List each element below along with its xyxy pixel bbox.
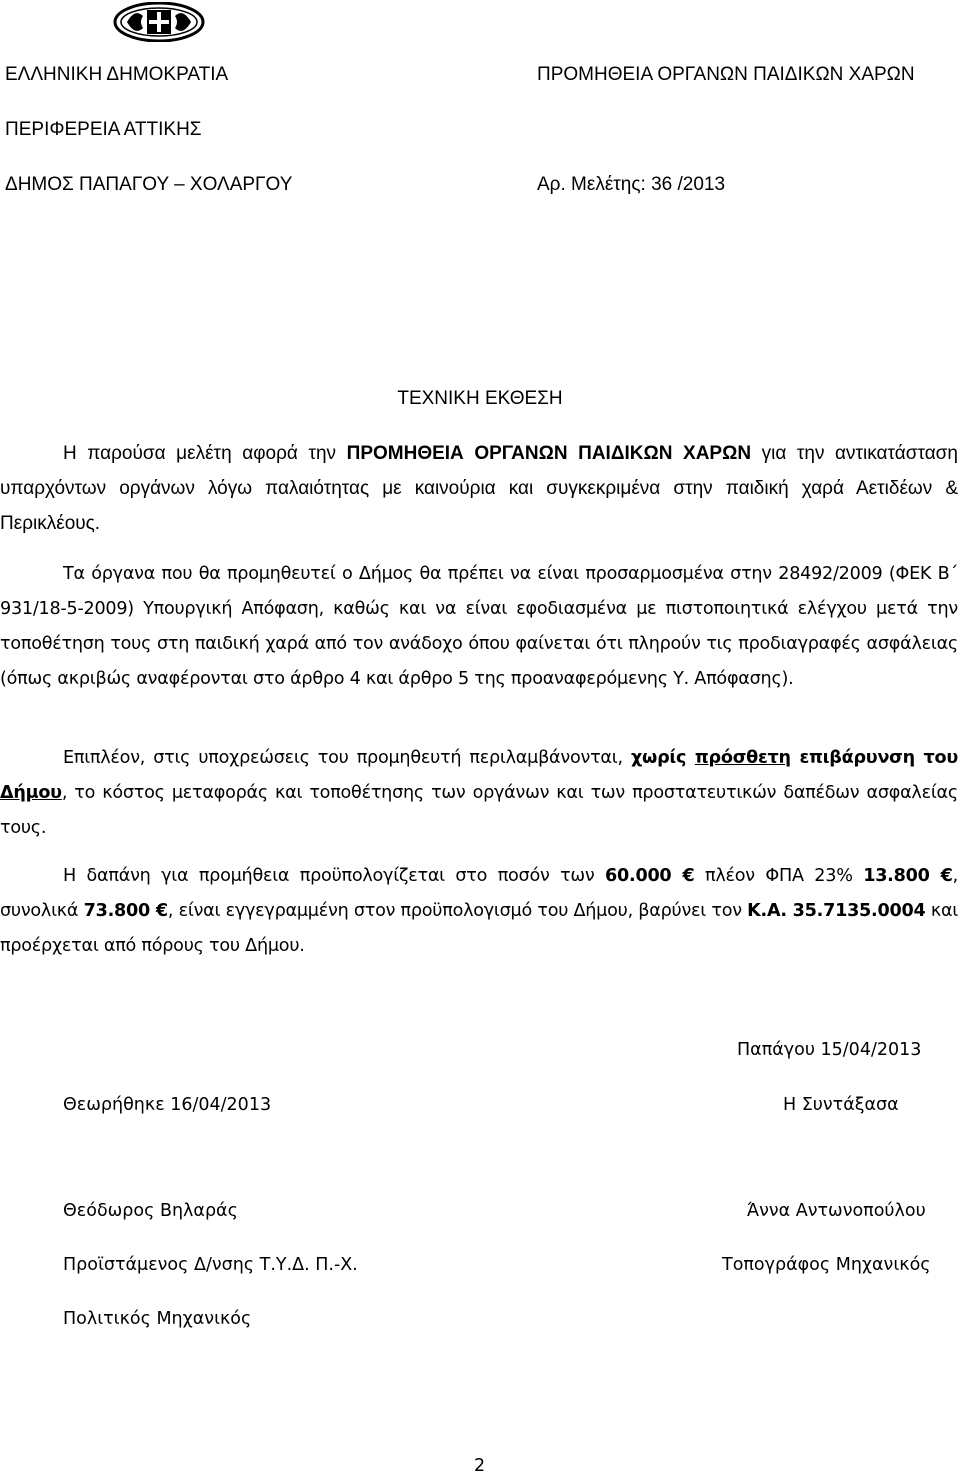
- intro-text-c: για την αντικατάσταση υπαρχόντων οργάνων λόγω παλαιότητας με καινούρια και συγκεκριμένα στην παιδική χαρά Αετιδέων & Περικλέους.: [0, 443, 958, 534]
- study-number: Αρ. Μελέτης: 36 /2013: [537, 174, 726, 195]
- paragraph-intro: [0, 436, 958, 541]
- obligations-text-f: , το κόστος μεταφοράς και τοποθέτησης των οργάνων και των προστατευτικών δαπέδων ασφαλείας τους.: [0, 783, 958, 838]
- cost-text-a: Η δαπάνη για προμήθεια προϋπολογίζεται στο ποσόν των: [63, 866, 606, 886]
- cost-text-g: , είναι εγγεγραμμένη στον προϋπολογισμό του Δήμου, βαρύνει τον: [167, 901, 748, 921]
- obligations-text-a: Επιπλέον, στις υποχρεώσεις του προμηθευτή περιλαμβάνονται,: [63, 748, 631, 768]
- obligations-underline-a: πρόσθετη: [694, 748, 791, 768]
- obligations-underline-b: Δήμου: [0, 783, 62, 803]
- signatory-left-profession: Πολιτικός Μηχανικός: [63, 1309, 252, 1329]
- cost-text-i: και προέρχεται από πόρους του Δήμου.: [0, 901, 959, 956]
- cost-budget-code: Κ.Α. 35.7135.0004: [747, 901, 926, 921]
- reviewed-date: Θεωρήθηκε 16/04/2013: [63, 1095, 272, 1115]
- intro-project-name: ΠΡΟΜΗΘΕΙΑ ΟΡΓΑΝΩΝ ΠΑΙΔΙΚΩΝ ΧΑΡΩΝ: [346, 443, 752, 464]
- cost-net-amount: 60.000 €: [605, 866, 695, 886]
- intro-text-a: Η παρούσα μελέτη αφορά την: [63, 443, 347, 464]
- obligations-bold-a: χωρίς: [630, 748, 695, 768]
- header-region: ΠΕΡΙΦΕΡΕΙΑ ΑΤΤΙΚΗΣ: [5, 119, 202, 140]
- cost-vat-amount: 13.800 €: [863, 866, 953, 886]
- author-label: Η Συντάξασα: [783, 1095, 899, 1115]
- obligations-bold-b: επιβάρυνση του: [790, 748, 959, 768]
- header-country: ΕΛΛΗΝΙΚΗ ΔΗΜΟΚΡΑΤΙΑ: [5, 64, 229, 85]
- signatory-left-role: Προϊστάμενος Δ/νσης Τ.Υ.Δ. Π.-Χ.: [63, 1255, 358, 1275]
- paragraph-cost: [0, 859, 958, 964]
- cost-text-c: πλέον ΦΠΑ 23%: [694, 866, 864, 886]
- signatory-right-role: Τοπογράφος Μηχανικός: [722, 1255, 931, 1275]
- page-number: 2: [474, 1456, 486, 1476]
- signatory-right-name: Άννα Αντωνοπούλου: [747, 1201, 926, 1221]
- paragraph-obligations: [0, 741, 958, 846]
- place-date: Παπάγου 15/04/2013: [737, 1040, 922, 1060]
- signatory-left-name: Θεόδωρος Βηλαράς: [63, 1201, 238, 1221]
- greek-coat-of-arms-icon: [113, 2, 205, 42]
- cost-total-amount: 73.800 €: [83, 901, 168, 921]
- document-title: ΤΕΧΝΙΚΗ ΕΚΘΕΣΗ: [397, 388, 563, 409]
- header-project-title: ΠΡΟΜΗΘΕΙΑ ΟΡΓΑΝΩΝ ΠΑΙΔΙΚΩΝ ΧΑΡΩΝ: [537, 64, 915, 85]
- cost-text-e: , συνολικά: [0, 866, 958, 921]
- header-municipality: ΔΗΜΟΣ ΠΑΠΑΓΟΥ – ΧΟΛΑΡΓΟΥ: [5, 174, 293, 195]
- paragraph-requirements: Τα όργανα που θα προμηθευτεί ο Δήμος θα πρέπει να είναι προσαρμοσμένα στην 28492/2009 (ΦΕΚ Β΄ 931/18-5-2009) Υπουργική Απόφαση, καθώς και να είναι εφοδιασμένα με πιστοποιητικά ελέγχου μετά την τοποθέτηση τους στη παιδική χαρά από τον ανάδοχο όπου φαίνεται ότι πληρούν τις προδιαγραφές ασφάλειας (όπως ακριβώς αναφέρονται στο άρθρο 4 και άρθρο 5 της προαναφερόμενης Υ. Απόφασης).: [0, 564, 958, 689]
